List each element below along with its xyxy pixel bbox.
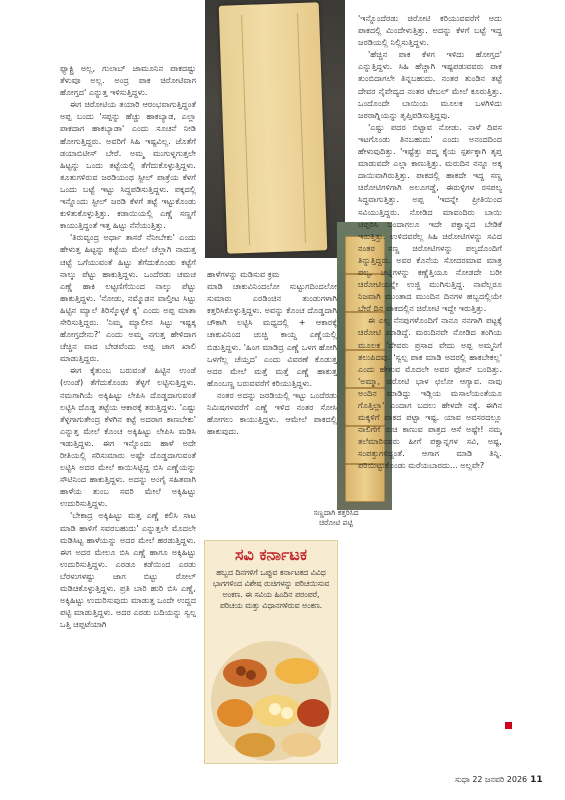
- dough-sheet-photo: [205, 0, 345, 258]
- folded-dough-sheet: [219, 2, 328, 253]
- paragraph: ಈ ಎಲ್ಲ ನೆನಪುಗಳೊಂದಿಗೆ ನಾನೂ ನನಗಾಗಿ ಪಟ್ಟಕ್ಕೆ ಚಿರೋಟಿ ಮಾಡಿದ್ದೆ. ಮರುದಿನವೇ ನೋಡಿದ ತಂಗಿಯ ಮೂಲಕ 'ದೇವರು ಪ್ರಸಾದ ವೇದು ಅಪ್ಪ ಅಮ್ಮನಿಗೆ ತಲುಪಿದವು. 'ಸ್ವಲ್ಪ ಪಾಕ ಮಾಡಿ ಅದರಲ್ಲಿ ಹಾಕಬೇಕಲ್ಲ' ಎಂದು ಹೇಳುವ ಮೊದಲೇ ಅವರ ಫೋನ್ ಬಂದಿತ್ತು. 'ಅಮ್ಮಾ, ಚಿರೋಟಿ ಭಾಳ ಛಲೋ ಆಗ್ಯಾವ. ನಾವು ಅಂದಿನ ಮಾಡಿದ್ದು ಇಡ್ಲಿಯ ಮಸಾಲೆಯಂತೆಯೂ ಗೊತ್ತಿಲ್ಲಾ' ಎಂದಾಗ ಬದಲು ಹೇಳದೇ ನಕ್ಕೆ. ಈಗಿನ ಮಕ್ಕಳಿಗೆ ಪಾಕದ ಪಟ್ಟಾ ಇಷ್ಟ. ಯಾವ ಅವಸರದಲ್ಲೂ ನಾಲಿಗೆಗೆ ರುಚಿ ಕಾಣುವ ಪಾತ್ರದ ಆಸೆ ಅಷ್ಟೇ! ನಮ್ಮ ತಲೆಮಾರಿನವರು ಹೀಗೆ ಪಕ್ವಾನ್ನಗಳ ಸವಿ, ಅಷ್ಟ, ಸಂಪತ್ತುಗಳಿದ್ದಂತೆ. ಆಗಾಗ ಮಾಡಿ ತಿನ್ನಿ. ಪರಿಯಿಟ್ಟುಕೊಂಡು ಮರೆಯಬಾರದು... ಅಲ್ಲವೇ?: [358, 315, 502, 471]
- paragraph: ಹಾಳೆಗಳನ್ನು ಮಡಿಸುವ ಕ್ರಮ: [207, 269, 280, 279]
- paragraph: ಈಗ ಕೈತುಂಬ ಬರುವಂತೆ ಹಿಟ್ಟಿನ ಉಂಡೆ (ಉಂಡೆ) ತೆಗೆದುಕೊಂಡು ತೆಳ್ಳಗೆ ಲಟ್ಟಿಸುತ್ತಿದ್ದಳು. ನಮಗಾಗಿಯೆ ಅಕ್ಕಿಹಿಟ್ಟು ಲೇಪಿಸಿ ದೊಡ್ಡದಾಗುವಂತೆ ಲಟ್ಟಿಸಿ ದೊಡ್ಡ ತಟ್ಟೆಯ ಆಕಾರಕ್ಕೆ ತರುತ್ತಿದ್ದಳು. 'ಎಷ್ಟು ತೆಳ್ಳಗಾಗುತೇಂದ್ರ ಕೆಳಗಿನ ಕಟ್ಟೆ ಅದರಾಗ ಕಾಣಬೇಕು' ಎನ್ನುತ್ತ ಮೇಲೆ ಕೊಂಚ ಅಕ್ಕಿಹಿಟ್ಟು ಲೇಪಿಸಿ ಮಡಿಸಿ ಇಡುತ್ತಿದ್ದಳು. ಈಗ ಇನ್ನೊಂದು ಹಾಳೆ ಅದೇ ರೀತಿಯಲ್ಲಿ ಸರಿಸುಮಾರು ಅಷ್ಟೇ ದೊಡ್ಡದಾಗುವಂತೆ ಲಟ್ಟಿಸಿ ಅದರ ಮೇಲೆ ಕಾಯಿಸಿಟ್ಟಿದ್ದ ಬಿಸಿ ಎಣ್ಣೆಯನ್ನು ಸೌಟಿನಿಂದ ಹಾಕುತ್ತಿದ್ದಳು. ಅದನ್ನು ಅಂಗೈ ಸಹಿತವಾಗಿ ಹಾಳೆಯ ತುಂಬ ಸವರಿ ಮೇಲೆ ಅಕ್ಕಿಹಿಟ್ಟು ಉದುರಿಸುತ್ತಿದ್ದಳು.: [60, 365, 196, 509]
- paragraph: ನಂತರ ಅದನ್ನು ಜರಡಿಯಲ್ಲಿ ಇಟ್ಟು ಒಂದೆರಡು ನಿಮಿಷಗಳವರೆಗೆ ಎಣ್ಣೆ ಇಳಿದ ನಂತರ ಸೋಸಿ ಹೋಗಲು ಕಾಯುತ್ತಿದ್ದಳು. ಆಮೇಲೆ ಪಾಕದಲ್ಲಿ ಹಾಕುವುದು.: [207, 389, 337, 437]
- article-column-3: [358, 12, 502, 752]
- paragraph: 'ತಿರುವ್ಯಂದ್ರ ಅರ್ಧಾ ತಾಸರೆ ನೆನೀಬೇಕು' ಎಂದು ಹೇಳುತ್ತ ಹಿಟ್ಟನ್ನು ಕಟ್ಟೆಯ ಮೇಲೆ ಚೆಲ್ಲಾಗಿ ನಾದುತ್ತ ಚಟ್ಟೆ ಒಗೆಯುವಂತೆ ಹಿಟ್ಟು ತೆಗೆದುಕೊಂಡು ಕಟ್ಟೆಗೆ ನಾಲ್ಕು ಪೆಟ್ಟು ಹಾಕುತ್ತಿದ್ದಳು. ಒಂದೆರಡು ಚಮಚ ಎಣ್ಣೆ ಹಾಕಿ ಲಟ್ಟಣಿಗೆಯಿಂದ ನಾಲ್ಕು ಪೆಟ್ಟು ಹಾಕುತ್ತಿದ್ದಳು. 'ನೋಡು, ನಮ್ಮೊಡನ ವಾಲ್ತೀಟ ಸಿಟ್ಟು ಹಿಟ್ಟಿನ ಮ್ಯಾಲೆ ತಿರಿಸ್ಕೊಳ್ಳಕೆ ಕ್ಕ' ಎಂದು ಅಪ್ಪ ಮಾತಾ ಸೇರಿಸುತ್ತಿದ್ದರು. 'ನಿಮ್ಮ ಮ್ಯಾಲೀನ ಸಿಟ್ಟು ಇಷ್ಟಕ್ಕ ಹೋಗ್ತದೇನು?' ಎಂದು ಅಮ್ಮ ನಗುತ್ತ ಹೇಳಿದಾಗ ಚೆಚ್ಚಿನ ವಾದ ಬೇಡವೆಂದು ಅಪ್ಪ ಜಾಗ ಖಾಲಿ ಮಾಡುತ್ತಿದ್ದರು.: [60, 232, 196, 364]
- paragraph: 'ಇನ್ನೊಂದೆರಡು ಚಿರೋಟಿ ಕರಿಯುವವರೆಗೆ ಅದು ಪಾಕದಲ್ಲಿ ಮಿಂದೇಳುತ್ತಿತ್ತು. ಅದನ್ನು ಕೆಳಗೆ ಬಟ್ಟೆ ಇದ್ದ ಜರಡಿಯಲ್ಲಿ ನಿಲ್ಲಿಸುತ್ತಿದ್ದಳು.: [358, 13, 502, 48]
- paragraph: ಫ್ಯಾಕ್ಟ್ರಿ ಅಲ್ಲ, ಗುಲಾಬ್ ಜಾಮೂನಿನ ಪಾಕದಷ್ಟು ತೆಳುವೂ ಅಲ್ಲ. ಅಂದ್ರ ಪಾಕ ಚಿರೋಟಿವಾಗ ಹೋಗ್ತದ' ಎನ್ನುತ್ತ ಇಳಿಸುತ್ತಿದ್ದಳು.: [60, 63, 196, 98]
- paragraph: 'ಬೇಕಾದ್ರ ಅಕ್ಕಿಹಿಟ್ಟು ಮತ್ತ ಎಣ್ಣೆ ಕಲಿಸಿ ಸಾಟ ಮಾಡಿ ಹಾಳಿಗೆ ಸವರಬಹುದು' ಎನ್ನುತ್ತಲೇ ಮೊದಲೇ ಮಡಿಸಿಟ್ಟ ಹಾಳೆಯನ್ನು ಅದರ ಮೇಲೆ ಹರಡುತ್ತಿದ್ದಳು. ಈಗ ಅದರ ಮೇಲೂ ಬಿಸಿ ಎಣ್ಣೆ ಹಾಗೂ ಅಕ್ಕಿಹಿಟ್ಟು ಉದುರಿಸುತ್ತಿದ್ದಳು. ಎರಡೂ ಕಡೆಯಿಂದ ಎರಡು ಬೆರಳುಗಳಷ್ಟು ಜಾಗ ಬಿಟ್ಟು ರೋಲ್ ಮಡಿಚಿಕೊಳ್ಳುತ್ತಿದ್ದಳು. ಪ್ರತಿ ಬಾರಿ ಹುರಿ ಬಿಸಿ ಎಣ್ಣೆ, ಅಕ್ಕಿಹಿಟ್ಟು ಉದುರಿಸುವುದು ಮಾಡುತ್ತ ಒಂದೇ ಉದ್ದದ ಪಟ್ಟಿ ಮಾಡುತ್ತಿದ್ದಳು. ಅದರ ಎರಡು ಬದಿಯನ್ನು ಸ್ವಲ್ಪ ಒತ್ತಿ ಚಪ್ಪಟೆಯಾಗಿ: [60, 510, 196, 630]
- fold-line: [297, 13, 306, 243]
- box-text: ಹಬ್ಬದ ದಿನಗಳಿಗೆ ಒಪ್ಪುವ ಕರ್ನಾಟಕದ ವಿವಿಧ ಭಾಗಗಳಿಂದ ವಿಶೇಷ ರುಚಿಗಳನ್ನು ಪರಿಚಯಿಸುವ ಅಂಕಣ. ಈ ಸವಿಯ ಹಿಂದಿನ ಪರಂಪರೆ, ಪರಿಚಯ ಮತ್ತು ವಿಧಾನಗಳಿರುವ ಅಂಕಣ.: [212, 568, 330, 610]
- paragraph: ಮಾಡಿ ಚಾಕುವಿನಿಂದಲೋ ಸುಟ್ಟುಗದಿಂದಲೋ ಸುಮಾರು ಎರಡಿಂಚಿನ ತುಂಡುಗಳಾಗಿ ಕತ್ತರಿಸಿಕೊಳ್ಳುತ್ತಿದ್ದಳು. ಅವನ್ನು ಕೊಂಚ ದೊಡ್ಡದಾಗಿ ಚೌಕಾಗಿ ಲಟ್ಟಿಸಿ ಮಧ್ಯದಲ್ಲಿ + ಆಕಾರಕ್ಕೆ ಚಾಕುವಿನಿಂದ ಚುಚ್ಚಿ ಕಾಯ್ದ ಎಣ್ಣೆಯಲ್ಲಿ ಬಿಡುತ್ತಿದ್ದಳು. 'ಹಿಂಗ ಮಾಡಿದ್ರ ಎಣ್ಣೆ ಒಳಗ ಹೋಗಿ ಒಳಗೆಲ್ಲ ಚೆಯ್ತದ' ಎಂದು ವಿವರಣೆ ಕೊಡುತ್ತ ಅದರ ಮೇಲೆ ಮತ್ತೆ ಮತ್ತೆ ಎಣ್ಣೆ ಹಾಕುತ್ತ ಹೊಂಬಣ್ಣ ಬರುವವರೆಗೆ ಕರಿಯುತ್ತಿದ್ದಳು.: [207, 281, 337, 388]
- box-title: ಸವಿ ಕರ್ನಾಟಕ: [234, 545, 308, 564]
- paragraph: 'ಎಷ್ಟು ಪದರ ಬಿಟ್ಟಾವ ನೋಡು. ನಾಳೆ ದಿವಸ ಇಟಗೊಂಡು ತಿನಬಹುದು' ಎಂದು ಅನಂದದಿಂದ ಹೇಳುವುದಿತ್ತು. 'ಇಷ್ಟೆತ್ತು ಪದ್ಮ ಕೈಯ ಸ್ಪರ್ಶಕ್ಕಾಗಿ ತೃಪ್ತ ಮಾಡುವದೇ ಎಲ್ಲಾ ಕಾಣುತ್ತಿತ್ತು. ಮರುದಿನ ನನ್ನೂ ಅಕ್ಕ ದಾಯಿವಾಗಿರುತ್ತಿತ್ತು. ಪಾಕದಲ್ಲಿ ಹಾಕದೇ ಇದ್ದ ಸಣ್ಣ ಚಿರೋಟಿಗಳಿಗಾಗಿ ಅಲೂಗಡ್ಡೆ, ಈರುಳ್ಳಿಗಳ ರಸಪಲ್ಯ ಸಿದ್ಧವಾಗುತ್ತಿತ್ತು. ಅಪ್ಪ 'ಇದನ್ನೇ ಪ್ರೀತಿಯಿಂದ ಸವಿಯುತ್ತಿದ್ದರು. ನೋಡಿದ ಮಾವಂದಿರು ಬಾಯಿ ಚಪ್ಪರಿಸಿ ಬಂದಾಗಲೂ ಇದೇ ಪಕ್ವಾನ್ನದ ಬೇಡಿಕೆ ಇರುತ್ತಿತ್ತು. ಉಳಿದವರೆಲ್ಲ ಸಿಹಿ ಚಿರೋಟಿಗಳನ್ನು ಸವಿದ ನಂತರ ಸಣ್ಣ ಚಿರೋಟಿಗಳನ್ನು ಪಲ್ಯದೊಂದಿಗೆ ತಿನ್ನುತ್ತಿದ್ದರು. ಅವರ ಕೊನೆಯ ಸೋದರಮಾವ ಮಾತ್ರ ಪಲ್ಯ, ಚಟ್ನಿಗಳನ್ನು ಕಣ್ಣೆತ್ತಿಯೂ ನೋಡದೇ ಬರೀ ಚಿರೋಟಿಯನ್ನೇ ಉಜ್ಜಿ ಮುಗಿಸುತ್ತಿದ್ದ. ನಾವೆಲ್ಲರೂ ನಿಜವಾಗಿ ಮುಂತಾದ ಮುಂದಿನ ದಿನಗಳ ಹಬ್ಬದಲ್ಲಿಯೇ ಬೇರೆ ದಿನ ಪಾಕದಲ್ಲಿನ ಚಿರೋಟಿ ಇದ್ದೇ ಇರುತ್ತಿತ್ತು.: [358, 121, 502, 314]
- page-footer: [455, 775, 543, 785]
- article-column-2: [207, 268, 337, 500]
- savi-karnataka-box: [204, 540, 338, 764]
- article-column-1: [60, 62, 196, 762]
- paragraph: 'ಹೆಚ್ಚಿನ ಪಾಕ ಕೆಳಗ ಇಳಿದು ಹೋಗ್ತದ' ಎನ್ನುತ್ತಿದ್ದಳು. ಸಿಹಿ ಹೆಚ್ಚಾಗಿ ಇಷ್ಟಪಡುವವರು ಪಾಕ ತುಂಬಿದಾಗಲೇ ತಿನ್ನಬಹುದು. ನಂತರ ತುಂಡಿನ ತಟ್ಟೆ ದೇವರ ನೈವೇದ್ಯದ ನಂತರ ಟೇಬಲ್ ಮೇಲೆ ಕೂರುತ್ತಿತ್ತು. ಒಂದೊಂದೇ ಬಾಯಿಯ ಮೂಲಕ ಒಳಗಿಳಿದು ಜಠರಾಗ್ನಿಯನ್ನು ತೃಪ್ತಿಪಡಿಸುತ್ತಿದ್ದವು.: [358, 49, 502, 120]
- paragraph: ಈಗ ಚಿರೋಟಿಯ ತಯಾರಿ ಆರಂಭವಾಗುತ್ತಿದ್ದಂತೆ ಅಪ್ಪ ಬಂದು 'ಸಪ್ಪನ್ನು ಹೆಚ್ಚು ಹಾಕಬ್ಯಾಡ, ಎಲ್ಲಾ ಪಾಕದಾಗ ಹಾಕಬ್ಯಾಡಾ' ಎಂದು ಸೂಚನೆ ನೀಡಿ ಹೋಗುತ್ತಿದ್ದರು. ಅವರಿಗೆ ಸಿಹಿ ಇಷ್ಟವಿಲ್ಲ. ಜೊತೆಗೆ ಡಯಾಬಿಟೀಸ್ ಬೇರೆ. ಅಮ್ಮ ಮುಗುಳ್ನಗುತ್ತಲೇ ಹಿಟ್ಟನ್ನು ಒಂದು ತಟ್ಟೆಯಲ್ಲಿ ತೆಗೆದುಕೊಳ್ಳುತ್ತಿದ್ದಳು. ತೂತುಗಳಿರುವ ಜರಡಿಯಂಥ ಸ್ಟೀಲ್ ಪಾತ್ರೆಯ ಕೆಳಗೆ ಒಂದು ಬಟ್ಟೆ ಇಟ್ಟು ಸಿದ್ಧಪಡಿಸುತ್ತಿದ್ದಳು. ಪಕ್ಕದಲ್ಲಿ ಇನ್ನೊಂದು ಸ್ಟೀಲ್ ಜರಡಿ ಕೆಳಗೆ ತಟ್ಟೆ ಇಟ್ಟುಕೊಂಡು ಕುಳಿತುಕೊಳ್ಳುತ್ತಿತ್ತು. ಕಡಾಯಿಯಲ್ಲಿ ಎಣ್ಣೆ ಸಣ್ಣಗೆ ಕಾಯುತ್ತಿದ್ದಂತೆ ಇತ್ತ ಹಿಟ್ಟು ನೆನೆಯುತ್ತಿತ್ತು.: [60, 99, 196, 231]
- end-mark: [505, 722, 512, 729]
- photo-caption: ಸಣ್ಣದಾಗಿ ಕತ್ತರಿಸಿದ ಚಿರೋಟಿ ಪಟ್ಟಿ: [313, 508, 359, 527]
- fold-line: [241, 15, 250, 245]
- magazine-issue: ಸುಧಾ 22 ಜನವರಿ 2026: [455, 775, 528, 784]
- page-number: 11: [530, 775, 543, 785]
- sweets-platter-image: [205, 631, 337, 763]
